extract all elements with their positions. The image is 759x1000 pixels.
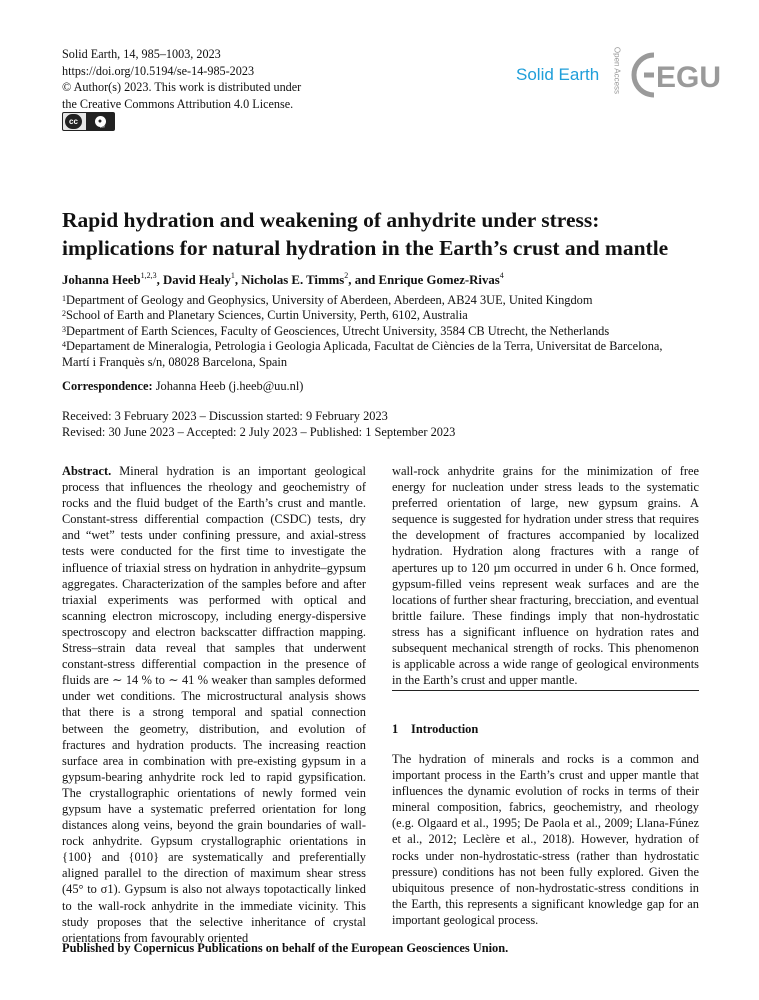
affiliation: $^2$School of Earth and Planetary Sciences, Curtin University, Perth, 6102, Australia bbox=[62, 308, 468, 323]
author-list bbox=[62, 273, 504, 288]
affiliation-continued: Martí i Franquès s/n, 08028 Barcelona, Spain bbox=[62, 354, 288, 369]
affiliation: $^3$Department of Earth Sciences, Faculty of Geosciences, Utrecht University, 3584 CB Utrecht, the Netherlands bbox=[62, 323, 610, 338]
author-affiliation-mark: 1,2,3 bbox=[140, 271, 157, 280]
dates-received: Received: 3 February 2023 – Discussion started: 9 February 2023 bbox=[62, 409, 388, 423]
affiliation: $^1$Department of Geology and Geophysics, University of Aberdeen, Aberdeen, AB24 3UE, United Kingdom bbox=[62, 293, 593, 307]
by-person-icon: ● bbox=[95, 116, 106, 127]
abstract-text-continued: wall-rock anhydrite grains for the minimization of free energy for nucleation under stress leads to the systematic preferred orientation of large, new gypsum grains. A sequence is suggested for hydration under stress that requires the development of fractures accompanied by localized hydration. Hydration along fractures with a range of apertures up to 120 µm occurred in under 6 h. Once formed, gypsum-filled veins represent weak surfaces and are the locations of further shear fracturing, brecciation, and eventual brittle failure. These findings imply that non-hydrostatic stress has a significant influence on hydration rates and subsequent mechanical strength of rocks. This phenomenon is applicable across a wide range of geological environments in the Earth’s crust and upper mantle. bbox=[392, 464, 699, 688]
author-name: Enrique Gomez-Rivas bbox=[378, 273, 500, 287]
author-affiliation-mark: 2 bbox=[344, 271, 349, 280]
correspondence-email[interactable]: Johanna Heeb (j.heeb@uu.nl) bbox=[152, 379, 304, 393]
correspondence-label: Correspondence: bbox=[62, 379, 153, 393]
citation-block bbox=[62, 46, 301, 112]
svg-text:EGU: EGU bbox=[656, 61, 722, 94]
section-number: 1 bbox=[392, 722, 399, 736]
dates-published: Revised: 30 June 2023 – Accepted: 2 July 2023 – Published: 1 September 2023 bbox=[62, 425, 456, 440]
egu-logo bbox=[628, 45, 722, 110]
copyright-line: © Author(s) 2023. This work is distributed under bbox=[62, 80, 302, 94]
author-name: David Healy bbox=[162, 273, 231, 287]
author-separator: , and bbox=[348, 273, 379, 287]
abstract-label: Abstract. bbox=[62, 464, 112, 478]
citation-line: Solid Earth, 14, 985–1003, 2023 bbox=[62, 47, 221, 61]
paper-title: Rapid hydration and weakening of anhydrite under stress: implications for natural hydration in the Earth’s crust and mantle bbox=[62, 208, 669, 260]
publisher-footer: Published by Copernicus Publications on behalf of the European Geosciences Union. bbox=[62, 941, 509, 955]
abstract-left-column bbox=[62, 463, 366, 946]
abstract-divider bbox=[392, 690, 699, 691]
author-affiliation-mark: 1 bbox=[230, 271, 235, 280]
author-name: Nicholas E. Timms bbox=[241, 273, 345, 287]
egu-logo-icon bbox=[628, 45, 722, 105]
open-access-label: Open Access bbox=[612, 46, 622, 95]
abstract-text: Mineral hydration is an important geological process that influences the rheology and geochemistry of rocks and the fluid budget of the Earth’s crust and mantle. Constant-stress differential compaction (CSDC) tests, dry and “wet” tests under confining pressure, and axial-stress tests were conducted for the first time to investigate the influence of triaxial stress on hydration in anhydrite–gypsum aggregates. Characterization of the samples before and after triaxial experiments was performed with optical and scanning electron microscopy, including energy-dispersive spectroscopy and electron backscatter diffraction mapping. Stress–strain data reveal that samples that underwent constant-stress differential compaction in the presence of fluids are ∼ 14 % to ∼ 41 % weaker than samples deformed under wet conditions. The microstructural analysis shows that there is a strong temporal and spatial connection between the geometry, distribution, and evolution of fractures and hydration products. The increasing reaction surface area in combination with pre-existing gypsum in a gypsum-bearing anhydrite rock led to rapid gypsification. The crystallographic orientations of newly formed vein gypsum have a systematic preferred orientation for long distances along veins, beyond the grain boundaries of wall-rock anhydrite. Gypsum crystallographic orientations in {100} and {010} are systematically and preferentially aligned parallel to the direction of maximum shear stress (45° to σ1). Gypsum is also not always topotactically linked to the wall-rock anhydrite in the immediate vicinity. This study proposes that the selective inheritance of crystal orientations from favourably oriented bbox=[62, 464, 366, 945]
correspondence bbox=[62, 379, 303, 394]
publication-dates bbox=[62, 408, 455, 440]
author-separator: , bbox=[234, 273, 242, 287]
affiliation: $^4$Departament de Mineralogia, Petrologia i Geologia Aplicada, Facultat de Ciències de la Terra, Universitat de Barcelona, bbox=[62, 339, 663, 354]
journal-name: Solid Earth bbox=[516, 65, 600, 84]
by-label: BY bbox=[100, 124, 106, 129]
abstract-right-column bbox=[392, 463, 699, 688]
author-separator: , bbox=[156, 273, 163, 287]
author-name: Johanna Heeb bbox=[62, 273, 141, 287]
doi-link[interactable]: https://doi.org/10.5194/se-14-985-2023 bbox=[62, 63, 255, 78]
license-line: the Creative Commons Attribution 4.0 License. bbox=[62, 96, 294, 111]
author-affiliation-mark: 4 bbox=[499, 271, 504, 280]
cc-icon: cc bbox=[65, 114, 82, 129]
introduction-text: The hydration of minerals and rocks is a common and important process in the Earth’s crust and upper mantle that influences the dynamic evolution of rocks in terms of their mineral composition, fabrics, geochemistry, and rheology (e.g. Olgaard et al., 1995; De Paola et al., 2009; Llana-Fúnez et al., 2012; Leclère et al., 2018). However, hydration of rocks under non-hydrostatic-stress (rather than hydrostatic pressure) conditions has not been fully explored. Given the ubiquitous presence of non-hydrostatic-stress conditions in the Earth, this represents a significant knowledge gap for an important geological process. bbox=[392, 752, 699, 927]
affiliations bbox=[62, 293, 722, 370]
cc-by-license-icon[interactable] bbox=[62, 112, 115, 131]
section-title: Introduction bbox=[411, 722, 479, 736]
section-heading bbox=[392, 722, 478, 737]
